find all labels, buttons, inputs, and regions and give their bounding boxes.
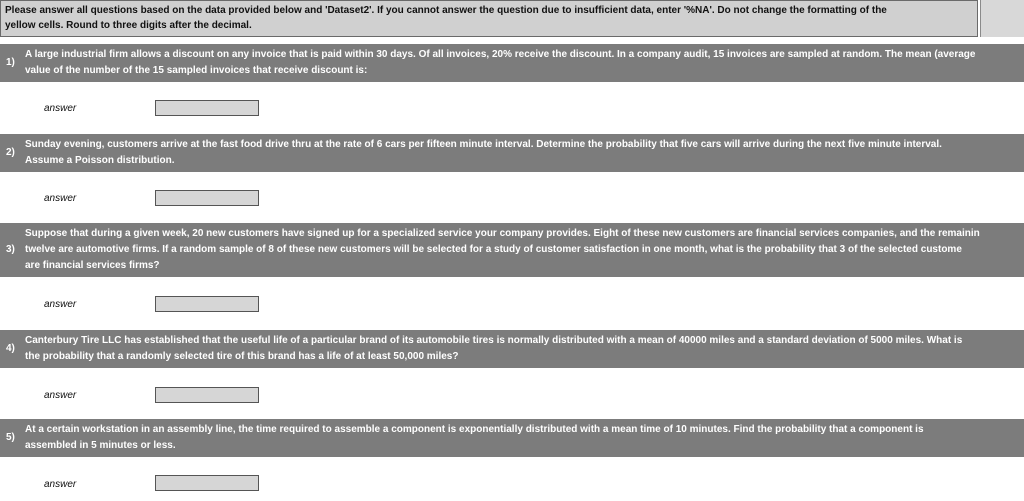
question-2 (0, 134, 1024, 172)
question-number: 4) (6, 343, 15, 354)
question-line: Sunday evening, customers arrive at the fast food drive thru at the rate of 6 cars per fifteen minute interval. Determine the probability that five cars will arrive during the next five minute interval. (25, 139, 942, 150)
answer-input-2[interactable] (155, 190, 259, 206)
question-4 (0, 330, 1024, 368)
answer-label: answer (44, 103, 77, 114)
answer-input-5[interactable] (155, 475, 259, 491)
question-number: 5) (6, 432, 15, 443)
question-text (25, 47, 1024, 79)
instructions-line-2: yellow cells. Round to three digits after the decimal. (5, 20, 252, 31)
question-number: 3) (6, 244, 15, 255)
instructions-header (0, 0, 978, 37)
instructions-line-1: Please answer all questions based on the data provided below and 'Dataset2'. If you cannot answer the question due to insufficient data, enter '%NA'. Do not change the formatting of the (5, 5, 887, 16)
question-text (25, 226, 1024, 274)
question-line: Canterbury Tire LLC has established that the useful life of a particular brand of its automobile tires is normally distributed with a mean of 40000 miles and a standard deviation of 5000 miles. What is (25, 335, 963, 346)
question-line: At a certain workstation in an assembly line, the time required to assemble a component is exponentially distributed with a mean time of 10 minutes. Find the probability that a component is (25, 424, 924, 435)
question-line: twelve are automotive firms. If a random sample of 8 of these new customers will be selected for a study of customer satisfaction in one month, what is the probability that 3 of the selected custome (25, 244, 962, 255)
question-line: Suppose that during a given week, 20 new customers have signed up for a specialized service your company provides. Eight of these new customers are financial services companies, and the remainin (25, 228, 980, 239)
question-number: 1) (6, 57, 15, 68)
question-text (25, 137, 1024, 169)
answer-input-1[interactable] (155, 100, 259, 116)
answer-label: answer (44, 390, 77, 401)
answer-input-3[interactable] (155, 296, 259, 312)
answer-label: answer (44, 299, 77, 310)
question-line: A large industrial firm allows a discount on any invoice that is paid within 30 days. Of all invoices, 20% receive the discount. In a company audit, 15 invoices are sampled at random. The mean (average (25, 49, 976, 60)
question-line: the probability that a randomly selected tire of this brand has a life of at least 50,000 miles? (25, 351, 459, 362)
answer-label: answer (44, 193, 77, 204)
question-line: value of the number of the 15 sampled invoices that receive discount is: (25, 65, 368, 76)
question-3 (0, 223, 1024, 277)
question-text (25, 422, 1024, 454)
question-line: assembled in 5 minutes or less. (25, 440, 176, 451)
question-line: Assume a Poisson distribution. (25, 155, 175, 166)
question-number: 2) (6, 147, 15, 158)
question-line: are financial services firms? (25, 260, 160, 271)
answer-label: answer (44, 479, 77, 490)
answer-input-4[interactable] (155, 387, 259, 403)
question-1 (0, 44, 1024, 82)
question-text (25, 333, 1024, 365)
question-5 (0, 419, 1024, 457)
header-side-cell (980, 0, 1024, 37)
